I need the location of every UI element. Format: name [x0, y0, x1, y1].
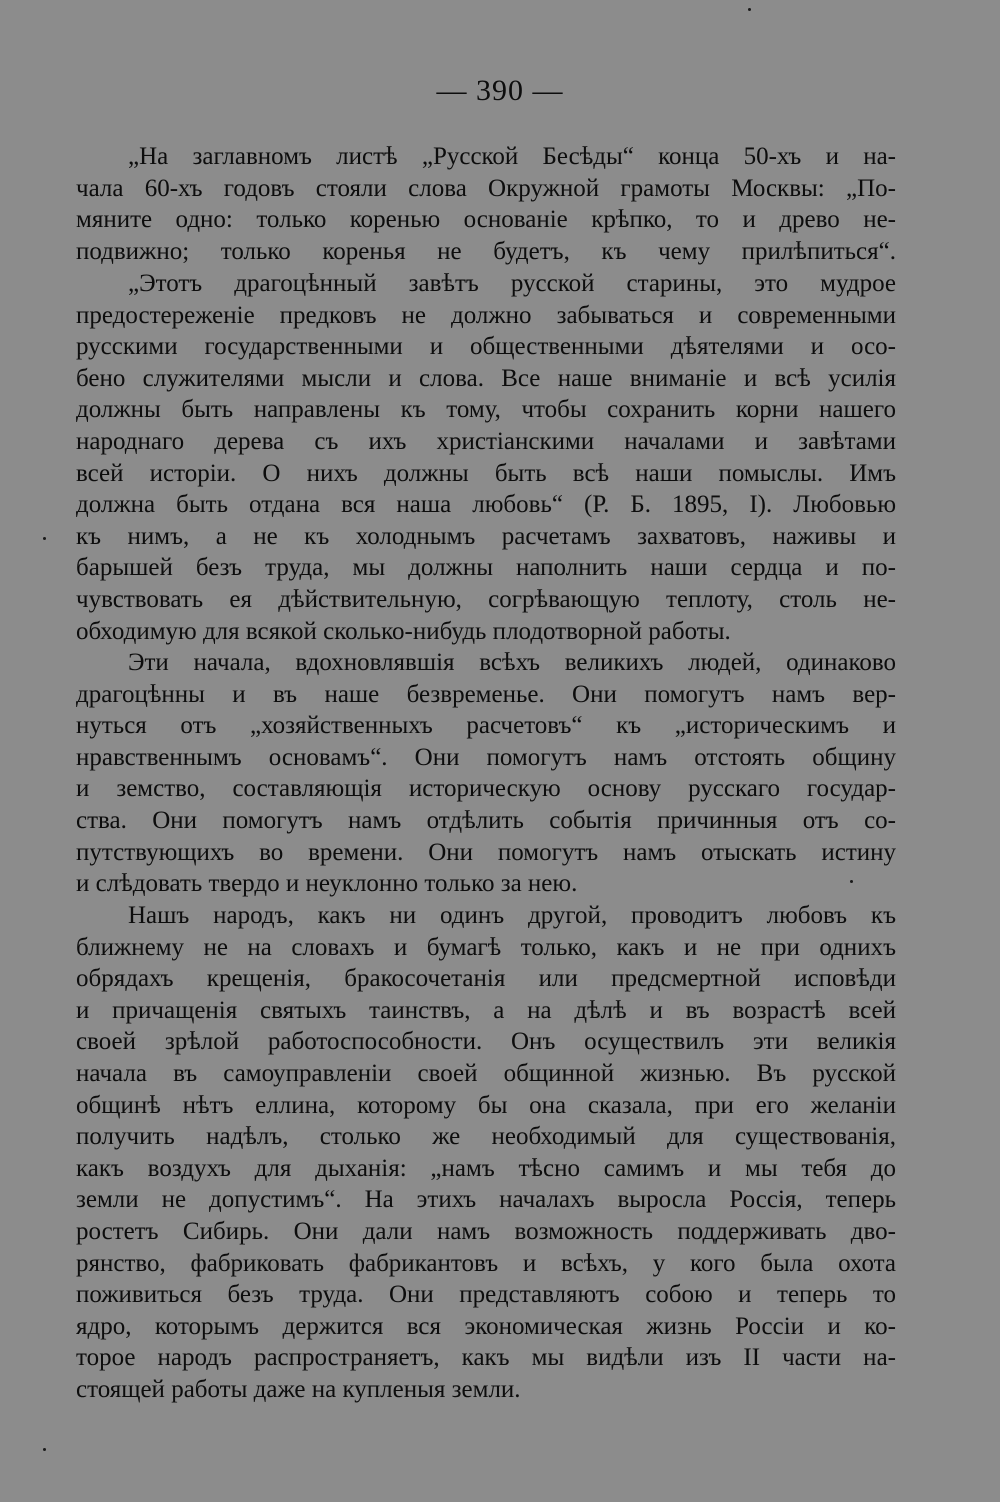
- text-line: нуться отъ „хозяйственныхъ расчетовъ“ къ „историческимъ и: [76, 712, 896, 740]
- text-line: начала въ самоуправленіи своей общинной жизнью. Въ русской: [76, 1059, 896, 1087]
- text-line: и слѣдовать твердо и неуклонно только за нею.: [76, 870, 578, 898]
- text-line: и причащенія святыхъ таинствъ, а на дѣлѣ и въ возрастѣ всей: [76, 996, 896, 1024]
- text-line: обходимую для всякой сколько-нибудь плодотворной работы.: [76, 617, 731, 645]
- text-line: ства. Они помогутъ намъ отдѣлить событія причинныя отъ со-: [76, 806, 896, 834]
- scan-speck: [850, 880, 853, 883]
- text-line: народнаго дерева съ ихъ христіанскими началами и завѣтами: [76, 427, 896, 455]
- text-line: ростетъ Сибирь. Они дали намъ возможность поддерживать дво-: [76, 1217, 896, 1245]
- text-line: стоящей работы даже на купленыя земли.: [76, 1375, 521, 1403]
- text-line: должна быть отдана вся наша любовь“ (Р. Б. 1895, I). Любовью: [76, 491, 896, 519]
- text-line: чувствовать ея дѣйствительную, согрѣвающую теплоту, столь не-: [76, 585, 896, 613]
- text-line: ядро, которымъ держится вся экономическая жизнь Россіи и ко-: [76, 1312, 896, 1340]
- text-line: „Этотъ драгоцѣнный завѣтъ русской старины, это мудрое: [128, 270, 896, 297]
- text-line: бено служителями мысли и слова. Все наше вниманіе и всѣ усилія: [76, 364, 896, 392]
- text-line: всей исторіи. О нихъ должны быть всѣ наши помыслы. Имъ: [76, 459, 896, 487]
- text-line: нравственнымъ основамъ“. Они помогутъ намъ отстоять общину: [76, 743, 896, 771]
- text-line: ближнему не на словахъ и бумагѣ только, какъ и не при одниxъ: [76, 933, 896, 961]
- text-line: русскими государственными и общественными дѣятелями и осо-: [76, 333, 896, 361]
- paragraph-2: [76, 268, 896, 647]
- text-line: путствующихъ во времени. Они помогутъ намъ отыскать истину: [76, 838, 896, 866]
- text-line: должны быть направлены къ тому, чтобы сохранить корни нашего: [76, 396, 896, 424]
- text-line: общинѣ нѣтъ еллина, которому бы она сказала, при его желаніи: [76, 1091, 896, 1119]
- text-line: обрядахъ крещенія, бракосочетанія или предсмертной исповѣди: [76, 965, 896, 993]
- text-line: подвижно; только коренья не будетъ, къ чему прилѣпиться“.: [76, 237, 896, 265]
- scan-speck: [43, 537, 46, 540]
- text-line: земли не допустимъ“. На этихъ началахъ выросла Россія, теперь: [76, 1186, 896, 1214]
- text-line: къ нимъ, а не къ холоднымъ расчетамъ захватовъ, наживы и: [76, 522, 896, 550]
- text-line: барышей безъ труда, мы должны наполнить наши сердца и по-: [76, 554, 896, 582]
- text-line: какъ воздухъ для дыханія: „намъ тѣсно самимъ и мы тебя до: [76, 1154, 896, 1182]
- text-line: рянство, фабриковать фабрикантовъ и всѣхъ, у кого была охота: [76, 1249, 896, 1277]
- text-line: „На заглавномъ листѣ „Русской Бесѣды“ конца 50-хъ и на-: [128, 143, 896, 170]
- text-line: и земство, составляющія историческую основу русскаго государ-: [76, 775, 896, 803]
- paragraph-1: [76, 141, 896, 267]
- scan-speck: [748, 8, 751, 11]
- scan-speck: [43, 1448, 46, 1451]
- text-line: своей зрѣлой работоспособности. Онъ осуществилъ эти великія: [76, 1028, 896, 1056]
- text-line: получить надѣлъ, столько же необходимый для существованія,: [76, 1123, 896, 1151]
- paragraph-3: [76, 647, 896, 900]
- text-line: чала 60-хъ годовъ стояли слова Окружной грамоты Москвы: „По-: [76, 174, 896, 202]
- paragraph-4: [76, 900, 896, 1406]
- text-line: драгоцѣнны и въ наше безвременье. Они помогутъ намъ вер-: [76, 680, 896, 708]
- text-line: предостереженіе предковъ не должно забываться и современными: [76, 301, 896, 329]
- text-line: мяните одно: только коренью основаніе крѣпко, то и древо не-: [76, 206, 896, 234]
- page-number: — 390 —: [436, 74, 564, 107]
- text-line: торое народъ распространяетъ, какъ мы видѣли изъ II части на-: [76, 1344, 896, 1372]
- text-line: Эти начала, вдохновлявшія всѣхъ великихъ людей, одинаково: [128, 649, 896, 676]
- text-line: поживиться безъ труда. Они представляютъ собою и теперь то: [76, 1281, 896, 1309]
- text-line: Нашъ народъ, какъ ни одинъ другой, проводитъ любовъ къ: [128, 902, 896, 929]
